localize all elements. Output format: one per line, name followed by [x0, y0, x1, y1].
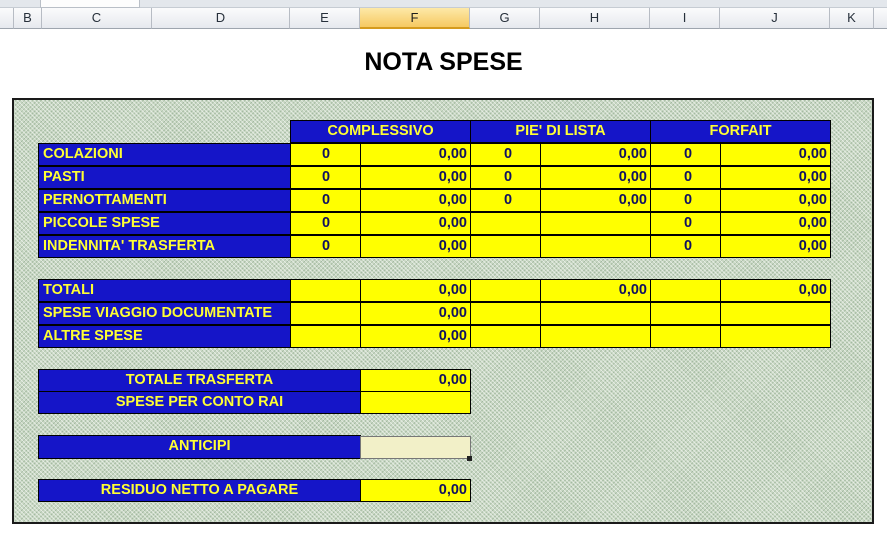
cell-pernottamenti-ff-count[interactable]: 0 — [650, 189, 721, 212]
cell-colazioni-pdl-count[interactable]: 0 — [470, 143, 541, 166]
cell-pasti-tot-value[interactable]: 0,00 — [360, 166, 471, 189]
cell-pernottamenti-pdl-value[interactable]: 0,00 — [540, 189, 651, 212]
cell-pasti-pdl-value[interactable]: 0,00 — [540, 166, 651, 189]
cell-indennita-ff-count[interactable]: 0 — [650, 235, 721, 258]
cell-altre-spese-value[interactable]: 0,00 — [360, 325, 471, 348]
cell-totali-ff-count[interactable] — [650, 279, 721, 302]
cell-colazioni-tot-count[interactable]: 0 — [290, 143, 361, 166]
cell-totali-pdl-count[interactable] — [470, 279, 541, 302]
cell-totali-tot-count[interactable] — [290, 279, 361, 302]
row-label-pernottamenti: PERNOTTAMENTI — [38, 189, 291, 212]
cell-pasti-ff-value[interactable]: 0,00 — [720, 166, 831, 189]
cell-totali-complessivo[interactable]: 0,00 — [360, 279, 471, 302]
column-header-g[interactable]: G — [470, 8, 540, 29]
label-totale-trasferta: TOTALE TRASFERTA — [38, 369, 361, 392]
cell-totale-trasferta[interactable]: 0,00 — [360, 369, 471, 392]
column-header-h[interactable]: H — [540, 8, 650, 29]
cell-colazioni-tot-value[interactable]: 0,00 — [360, 143, 471, 166]
cell-colazioni-pdl-value[interactable]: 0,00 — [540, 143, 651, 166]
cell-piccole-spese-ff-value[interactable]: 0,00 — [720, 212, 831, 235]
select-all-corner[interactable] — [0, 8, 14, 29]
column-header-i[interactable]: I — [650, 8, 720, 29]
cell-piccole-spese-pdl-value[interactable] — [540, 212, 651, 235]
cell-indennita-tot-count[interactable]: 0 — [290, 235, 361, 258]
row-label-indennita-trasferta: INDENNITA' TRASFERTA — [38, 235, 291, 258]
anticipi-input[interactable] — [360, 436, 471, 459]
label-anticipi: ANTICIPI — [38, 435, 361, 459]
row-label-piccole-spese: PICCOLE SPESE — [38, 212, 291, 235]
cell-pasti-pdl-count[interactable]: 0 — [470, 166, 541, 189]
name-box-edge — [40, 0, 140, 8]
column-header-b[interactable]: B — [14, 8, 42, 29]
cell-pernottamenti-pdl-count[interactable]: 0 — [470, 189, 541, 212]
cell-spese-viaggio-value[interactable]: 0,00 — [360, 302, 471, 325]
cell-altre-spese-j[interactable] — [720, 325, 831, 348]
cell-altre-spese-g[interactable] — [470, 325, 541, 348]
cell-altre-spese-count[interactable] — [290, 325, 361, 348]
row-label-colazioni: COLAZIONI — [38, 143, 291, 166]
cell-totali-pie-di-lista[interactable]: 0,00 — [540, 279, 651, 302]
cell-altre-spese-h[interactable] — [540, 325, 651, 348]
cell-indennita-tot-value[interactable]: 0,00 — [360, 235, 471, 258]
cell-piccole-spese-tot-value[interactable]: 0,00 — [360, 212, 471, 235]
cell-pasti-tot-count[interactable]: 0 — [290, 166, 361, 189]
cell-piccole-spese-ff-count[interactable]: 0 — [650, 212, 721, 235]
cell-indennita-pdl-count[interactable] — [470, 235, 541, 258]
label-spese-conto-rai: SPESE PER CONTO RAI — [38, 391, 361, 414]
cell-altre-spese-i[interactable] — [650, 325, 721, 348]
cell-indennita-ff-value[interactable]: 0,00 — [720, 235, 831, 258]
cell-indennita-pdl-value[interactable] — [540, 235, 651, 258]
column-header-k[interactable]: K — [830, 8, 874, 29]
column-header-f[interactable]: F — [360, 8, 470, 29]
row-label-altre-spese: ALTRE SPESE — [38, 325, 291, 348]
fill-handle[interactable] — [467, 456, 472, 461]
row-label-pasti: PASTI — [38, 166, 291, 189]
cell-spese-viaggio-h[interactable] — [540, 302, 651, 325]
cell-pernottamenti-ff-value[interactable]: 0,00 — [720, 189, 831, 212]
cell-totali-forfait[interactable]: 0,00 — [720, 279, 831, 302]
column-header-j[interactable]: J — [720, 8, 830, 29]
cell-spese-conto-rai[interactable] — [360, 391, 471, 414]
cell-piccole-spese-pdl-count[interactable] — [470, 212, 541, 235]
page-title: NOTA SPESE — [364, 48, 523, 76]
label-residuo-netto: RESIDUO NETTO A PAGARE — [38, 479, 361, 502]
row-label-spese-viaggio: SPESE VIAGGIO DOCUMENTATE — [38, 302, 291, 325]
column-header-e[interactable]: E — [290, 8, 360, 29]
cell-spese-viaggio-i[interactable] — [650, 302, 721, 325]
cell-colazioni-ff-count[interactable]: 0 — [650, 143, 721, 166]
header-pie-di-lista: PIE' DI LISTA — [470, 120, 651, 143]
cell-spese-viaggio-count[interactable] — [290, 302, 361, 325]
cell-colazioni-ff-value[interactable]: 0,00 — [720, 143, 831, 166]
cell-residuo-netto[interactable]: 0,00 — [360, 479, 471, 502]
header-forfait: FORFAIT — [650, 120, 831, 143]
cell-pernottamenti-tot-value[interactable]: 0,00 — [360, 189, 471, 212]
cell-spese-viaggio-g[interactable] — [470, 302, 541, 325]
cell-piccole-spese-tot-count[interactable]: 0 — [290, 212, 361, 235]
header-complessivo: COMPLESSIVO — [290, 120, 471, 143]
row-label-totali: TOTALI — [38, 279, 291, 302]
column-header-d[interactable]: D — [152, 8, 290, 29]
cell-pasti-ff-count[interactable]: 0 — [650, 166, 721, 189]
column-header-overflow — [874, 8, 887, 29]
cell-spese-viaggio-j[interactable] — [720, 302, 831, 325]
cell-pernottamenti-tot-count[interactable]: 0 — [290, 189, 361, 212]
column-header-c[interactable]: C — [42, 8, 152, 29]
